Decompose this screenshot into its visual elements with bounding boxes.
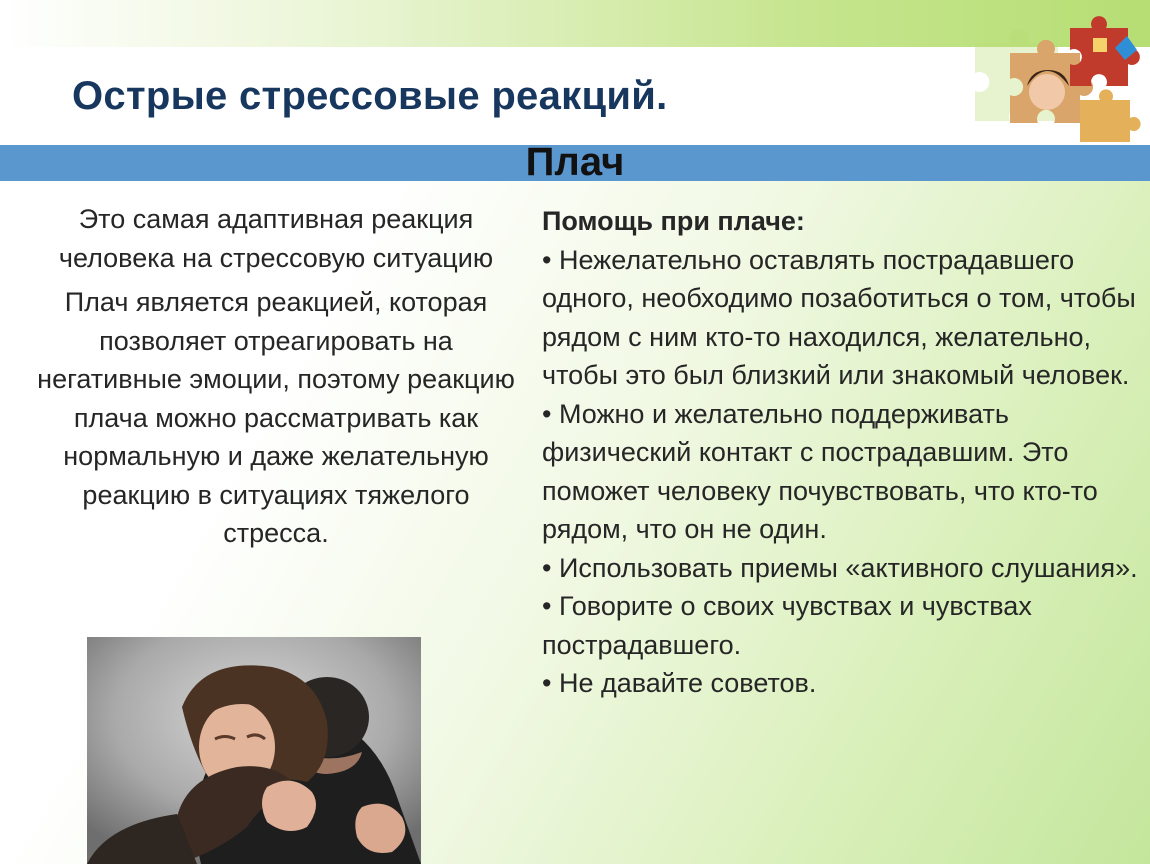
- help-bullet: • Не давайте советов.: [542, 668, 817, 698]
- help-list: [542, 202, 1142, 703]
- left-paragraph-1: Это самая адаптивная реакция человека на стрессовую ситуацию: [58, 204, 494, 273]
- help-bullet: • Можно и желательно поддерживать физический контакт с пострадавшим. Это поможет человеку почувствовать, что кто-то рядом, что он не один.: [542, 398, 1098, 544]
- hug-photo: [87, 637, 421, 864]
- left-text-block: [28, 200, 524, 553]
- puzzle-pieces-image: [965, 8, 1150, 143]
- help-bullet: • Говорите о своих чувствах и чувствах пострадавшего.: [542, 591, 1032, 660]
- left-paragraph-2: Плач является реакцией, которая позволяет отреагировать на негативные эмоции, поэтому реакцию плача можно рассматривать как нормальную и даже желательную реакцию в ситуациях тяжелого стресса.: [37, 287, 515, 548]
- help-bullet: • Использовать приемы «активного слушания».: [542, 552, 1138, 583]
- slide-subtitle: Плач: [525, 140, 625, 184]
- help-heading: Помощь при плаче:: [542, 206, 805, 236]
- help-bullet: • Нежелательно оставлять пострадавшего одного, необходимо позаботиться о том, чтобы рядом с ним кто-то находился, желательно, чтобы это был близкий или знакомый человек.: [542, 244, 1136, 390]
- slide-title: Острые стрессовые реакций.: [72, 74, 668, 118]
